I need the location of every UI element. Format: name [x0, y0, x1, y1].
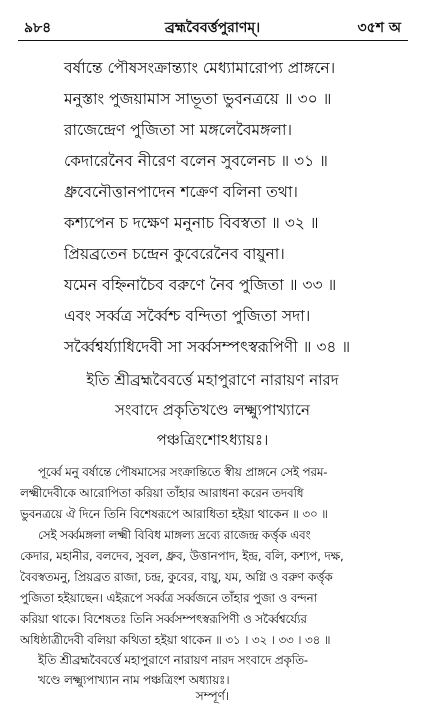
translation-line: ভুবনত্রয়ে ঐ দিনে তিনি বিশেষরূপে আরাধিতা হইয়া থাকেন ॥ ৩০ ॥: [20, 507, 328, 521]
translation-line: করিয়া থাকে। বিশেষতঃ তিনি সর্ব্বসম্পৎস্বরূপিণী ও সর্ব্বৈশ্বর্য্যের: [20, 612, 307, 626]
verse-line: কেদারেনৈব নীরেণ বলেন সুবলেনচ ॥ ৩১ ॥: [64, 152, 328, 170]
end-mark: সম্পূর্ণ।: [195, 689, 230, 703]
page-number: ৯৮৪: [24, 20, 52, 36]
verse-line: মনুস্তাং পুজয়ামাস সাভূতা ভুবনত্রয়ে ॥ ৩০ ॥: [64, 90, 332, 108]
translation-line: সেই সর্ব্বমঙ্গলা লক্ষ্মী বিবিধ মাঙ্গল্য দ্রব্যে রাজেন্দ্র কর্ত্তৃক এবং: [38, 528, 311, 542]
translation-line: লক্ষ্মীদেবীকে আরোপিতা করিয়া তাঁহার আরাধনা করেন তদবধি: [20, 486, 304, 500]
verse-line: সর্ব্বৈশ্বর্য্যাধিদেবী সা সর্ব্বসম্পৎস্বরূপিণী ॥ ৩৪ ॥: [64, 338, 351, 356]
translation-line: বৈবস্বতমনু, প্রিয়ব্রত রাজা, চন্দ্র, কুবের, বায়ু, যম, অগ্নি ও বরুণ কর্ত্তৃক: [20, 570, 333, 584]
translation-line: পুজিতা হইয়াছেন। এইরূপে সর্ব্বত্র সর্ব্বজনে তাঁহার পুজা ও বন্দনা: [20, 591, 317, 605]
colophon-line: ইতি শ্রীব্রহ্মবৈবর্ত্তে মহাপুরাণে নারায়ণ নারদ: [86, 371, 339, 389]
translation-line: ইতি শ্রীব্রহ্মবৈবর্ত্তে মহাপুরাণে নারায়ণ নারদ সংবাদে প্রকৃতি-: [38, 653, 308, 667]
chapter-number: ৩৫শ অ: [357, 20, 401, 36]
verse-line: রাজেন্দ্রেণ পুজিতা সা মঙ্গলেবৈমঙ্গলা।: [64, 121, 292, 139]
verse-line: এবং সর্ব্বত্র সর্ব্বৈশ্চ বন্দিতা পুজিতা সদা।: [64, 307, 311, 325]
translation-line: পূর্ব্বে মনু বর্ষান্তে পৌষমাসের সংক্রান্তিতে স্বীয় প্রাঙ্গনে সেই পরম-: [38, 465, 328, 479]
header-rule: [18, 40, 408, 41]
verse-line: বর্ষান্তে পৌষসংক্রান্ত্যাং মেধ্যামারোপ্য প্রাঙ্গনে।: [64, 59, 336, 77]
translation-line: কেদার, মহানীর, বলদেব, সুবল, ধ্রুব, উত্তানপাদ, ইন্দ্র, বলি, কশ্যপ, দক্ষ,: [20, 549, 344, 563]
colophon-line: পঞ্চত্রিংশোঽধ্যায়ঃ।: [156, 431, 269, 449]
verse-line: যমেন বহ্নিনাচৈব বরুণে নৈব পুজিতা ॥ ৩৩ ॥: [64, 276, 337, 294]
translation-line: অধিষ্ঠাত্রীদেবী বলিয়া কথিতা হইয়া থাকেন ॥ ৩১ । ৩২ । ৩৩ । ৩৪ ॥: [20, 633, 331, 647]
colophon-line: সংবাদে প্রকৃতিখণ্ডে লক্ষ্ম্যুপাখ্যানে: [115, 401, 310, 419]
running-title: ব্রহ্মবৈবর্ত্তপুরাণম্।: [164, 20, 261, 36]
verse-line: প্রিয়ব্রতেন চন্দ্রেন কুবেরেনৈব বায়ুনা।: [64, 245, 285, 263]
verse-line: ধ্রুবেনৌত্তানপাদেন শক্রেণ বলিনা তথা।: [64, 183, 298, 201]
verse-line: কশ্যপেন চ দক্ষেণ মনুনাচ বিবস্বতা ॥ ৩২ ॥: [64, 214, 319, 232]
translation-line: খণ্ডে লক্ষ্ম্যুপাখ্যান নাম পঞ্চত্রিংশ অধ্যায়ঃ।: [38, 673, 230, 687]
